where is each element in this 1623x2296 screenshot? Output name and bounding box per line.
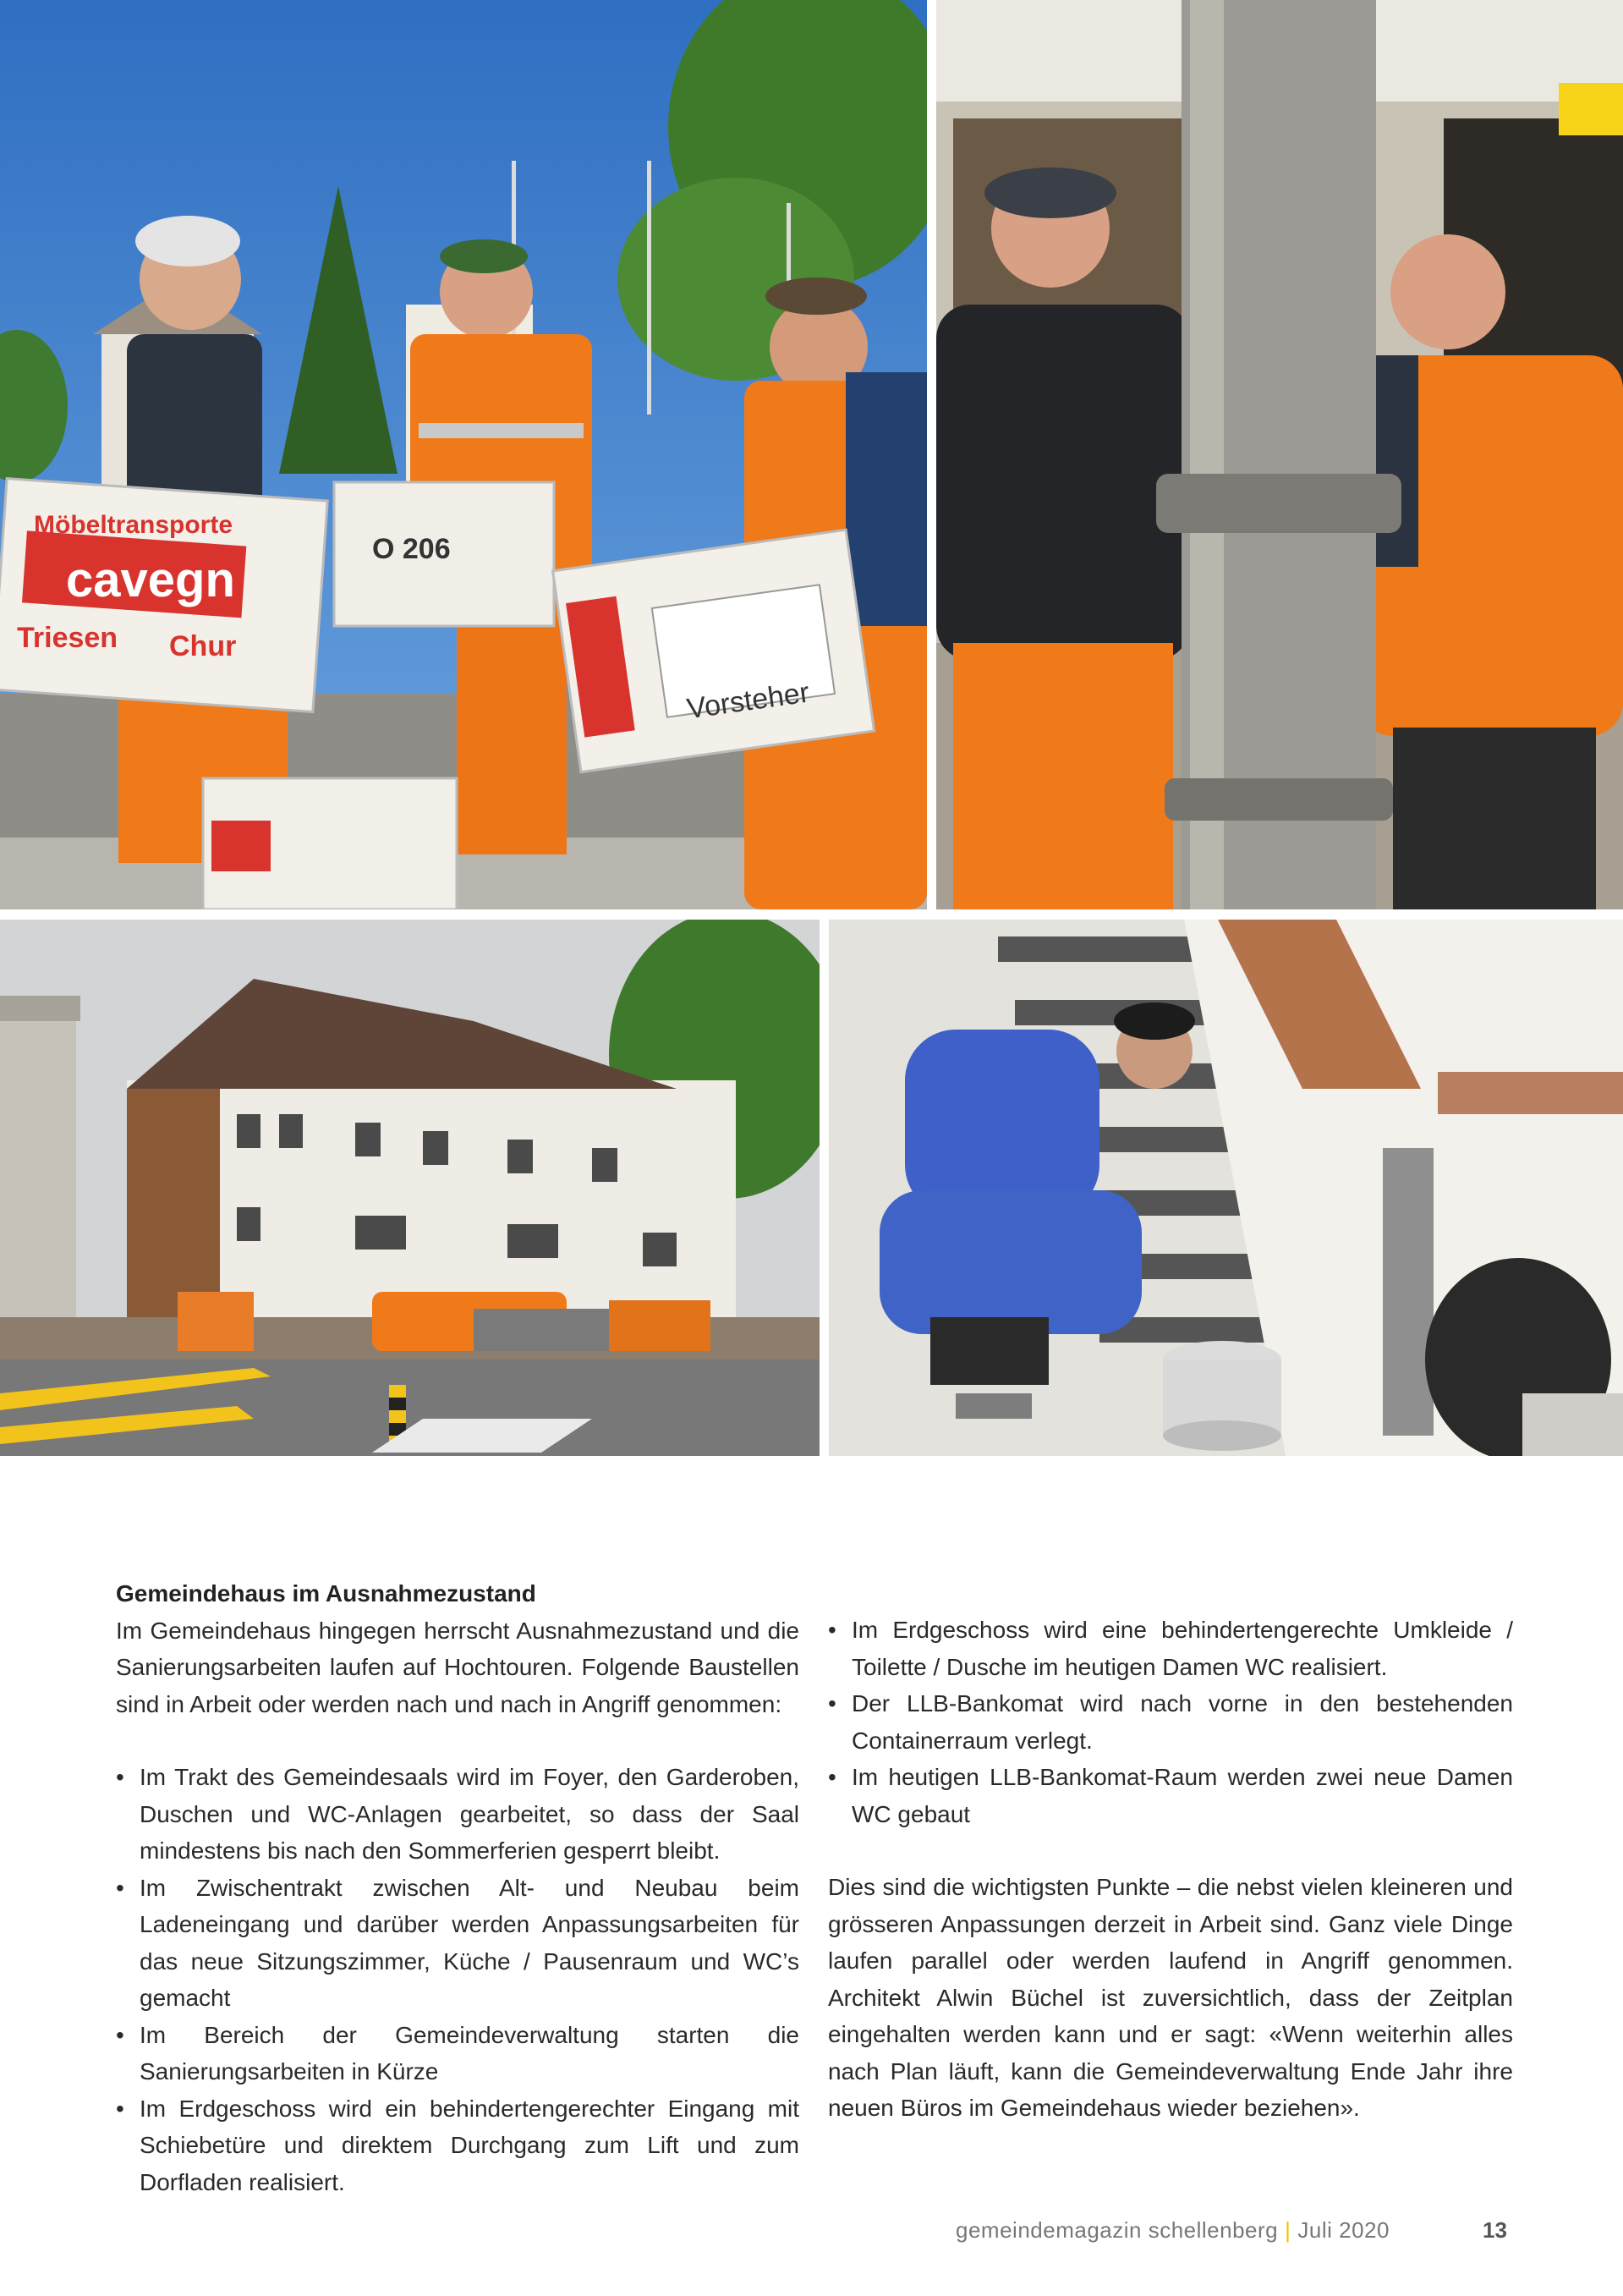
list-item: • Der LLB-Bankomat wird nach vorne in den bestehenden Containerraum verlegt. [828,1685,1513,1759]
bullet-list-right [828,1612,1513,1832]
list-item: • Im Zwischentrakt zwischen Alt- und Neubau beim Ladeneingang und darüber werden Anpassungsarbeiten für das neue Sitzungszimmer, Küche / Pausenraum und WC’s gemacht [116,1870,799,2017]
photo-movers-with-boxes [0,0,927,909]
box-city-right: Chur [169,630,237,662]
footer-separator: | [1285,2217,1291,2243]
list-item: • Im Erdgeschoss wird eine behindertengerechte Umkleide / Toilette / Dusche im heutigen Damen WC realisiert. [828,1612,1513,1685]
photo-gemeindehaus-building [0,920,820,1456]
list-item: • Im heutigen LLB-Bankomat-Raum werden zwei neue Damen WC gebaut [828,1759,1513,1832]
article-column-right [828,1612,1513,2127]
article-closing: Dies sind die wichtigsten Punkte – die nebst vielen kleineren und grösseren Anpassungen derzeit in Arbeit sind. Ganz viele Dinge laufen parallel oder werden laufend in Angriff genommen. Architekt Alwin Büchel ist zuversichtlich, dass der Zeitplan eingehalten werden kann und er sagt: «Wenn weiterhin alles nach Plan läuft, kann die Gemeindeverwaltung Ende Jahr ihre neuen Büros im Gemeindehaus wieder beziehen». [828,1874,1513,2121]
magazine-name: gemeindemagazin schellenberg [956,2217,1279,2243]
issue-date: Juli 2020 [1297,2217,1390,2243]
article-heading: Gemeindehaus im Ausnahmezustand [116,1580,536,1607]
photo-concrete-pipe-workers [936,0,1623,909]
paragraph-spacer [828,1832,1513,1869]
yellow-section-tab [1559,83,1623,135]
photo-stairs-tiler [829,920,1623,1456]
list-item: • Im Trakt des Gemeindesaals wird im Foyer, den Garderoben, Duschen und WC-Anlagen gearbeitet, so dass der Saal mindestens bis nach den Sommerferien gesperrt bleibt. [116,1759,799,1870]
article-intro: Im Gemeindehaus hingegen herrscht Ausnahmezustand und die Sanierungsarbeiten laufen auf Hochtouren. Folgende Baustellen sind in Arbeit oder werden nach und nach in Angriff genommen: [116,1617,799,1717]
page-number: 13 [1483,2217,1507,2243]
paragraph-spacer [116,1722,799,1759]
bullet-list-left [116,1759,799,2200]
page-footer [956,2217,1390,2244]
box-brand-top: Möbeltransporte [34,511,233,539]
article-column-left [116,1575,799,2200]
list-item: • Im Bereich der Gemeindeverwaltung starten die Sanierungsarbeiten in Kürze [116,2017,799,2090]
list-item: • Im Erdgeschoss wird ein behindertengerechter Eingang mit Schiebetüre und direktem Durchgang zum Lift und zum Dorfladen realisiert. [116,2090,799,2201]
box-label: Vorsteher [684,676,812,726]
box-brand: cavegn [66,552,235,607]
box-number: O 206 [372,533,451,565]
box-city-left: Triesen [17,622,118,654]
